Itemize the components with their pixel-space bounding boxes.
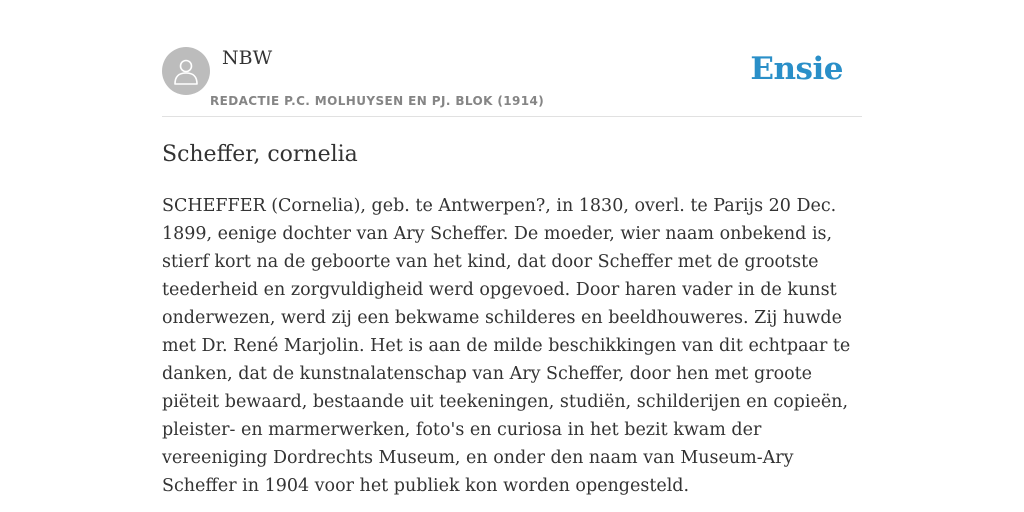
source-name-link[interactable]: NBW <box>222 47 273 69</box>
source-avatar[interactable] <box>162 47 210 95</box>
user-silhouette-icon <box>173 57 199 85</box>
source-subtitle: REDACTIE P.C. MOLHUYSEN EN PJ. BLOK (1914) <box>210 94 545 108</box>
page-container <box>162 0 862 496</box>
article-body: SCHEFFER (Cornelia), geb. te Antwerpen?, in 1830, overl. te Parijs 20 Dec. 1899, eenige dochter van Ary Scheffer. De moeder, wier naam onbekend is, stierf kort na de geboorte van het kind, dat door Scheffer met de grootste teederheid en zorgvuldigheid werd opgevoed. Door haren vader in de kunst onderwezen, werd zij een bekwame schilderes en beeldhouweres. Zij huwde met Dr. René Marjolin. Het is aan de milde beschikkingen van dit echtpaar te danken, dat de kunstnalatenschap van Ary Scheffer, door hen met groote piëteit bewaard, bestaande uit teekeningen, studiën, schilderijen en copieën, pleister- en marmerwerken, foto's en curiosa in het bezit kwam der vereeniging Dordrechts Museum, en onder den naam van Museum-Ary Scheffer in 1904 voor het publiek kon worden opengesteld. <box>162 196 851 496</box>
ensie-logo[interactable]: Ensie <box>750 51 843 87</box>
article-title: Scheffer, cornelia <box>162 142 358 167</box>
source-header <box>162 0 862 117</box>
